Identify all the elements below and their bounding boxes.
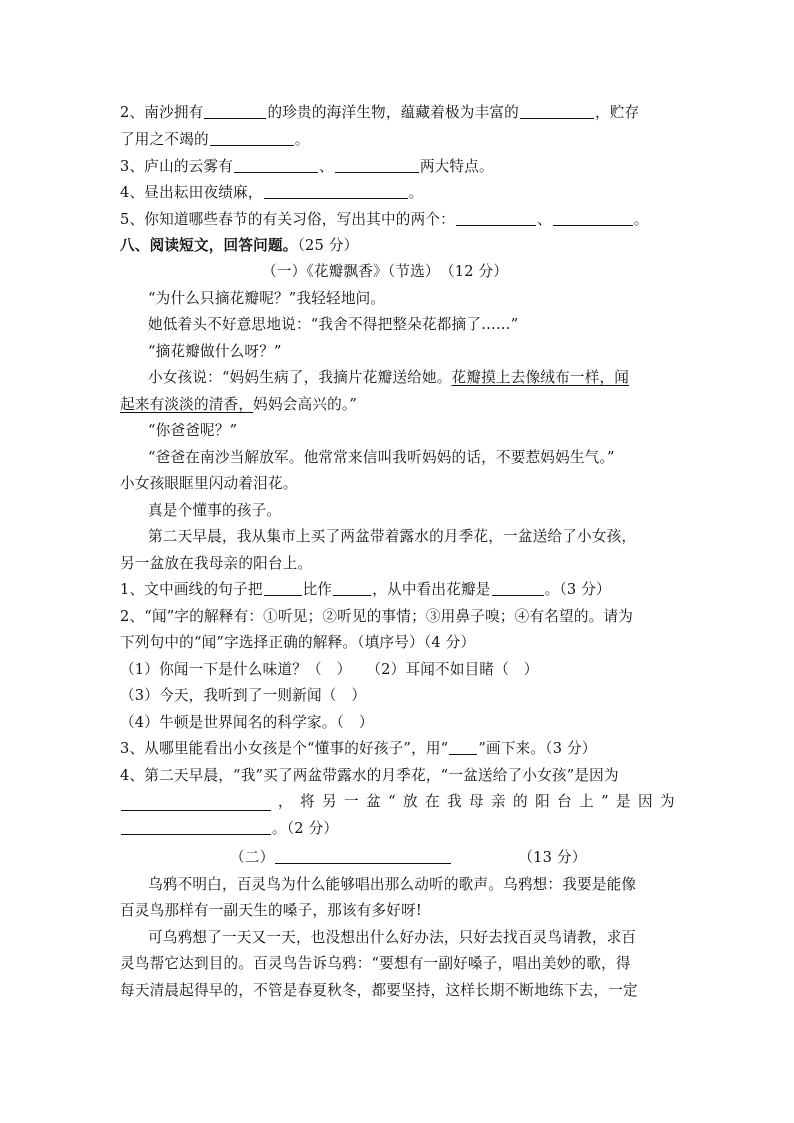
q2-text-b: 的珍贵的海洋生物，蕴藏着极为丰富的 <box>267 104 519 121</box>
passage1-paragraph: “为什么只摘花瓣呢？”我轻轻地问。 <box>148 290 386 307</box>
justified-char: 盆 <box>366 793 381 810</box>
q4-text-a: 4、昼出耘田夜绩麻， <box>120 184 263 201</box>
justified-char: 在 <box>424 793 440 810</box>
answer-blank[interactable] <box>121 796 271 811</box>
justified-char: ” <box>601 793 609 810</box>
reading-question-2-line2: 下列句中的“闻”字选择正确的解释。（填序号）（4 分） <box>120 634 476 651</box>
answer-blank[interactable] <box>210 131 294 146</box>
q2-text-d: 了用之不竭的 <box>120 131 209 148</box>
underlined-sentence: 起来有淡淡的清香， <box>120 396 254 413</box>
reading-question-4-line3 <box>120 820 675 838</box>
answer-blank[interactable] <box>553 211 633 226</box>
q3-text-b: 、 <box>319 158 334 175</box>
passage1-paragraph: “你爸爸呢？” <box>148 422 238 439</box>
rq3-text-a: 3、从哪里能看出小女孩是个“懂事的好孩子”，用“ <box>120 740 449 757</box>
justified-char: 放 <box>402 793 418 810</box>
passage1-paragraph: 她低着头不好意思地说：“我舍不得把整朵花都摘了……” <box>148 316 519 333</box>
answer-blank[interactable] <box>121 820 271 835</box>
q4-text-b: 。 <box>408 184 424 201</box>
q5-text-c: 。 <box>633 211 649 228</box>
reading-question-2-item: （3）今天，我听到了一则新闻（ ） <box>120 687 367 704</box>
fill-question-3 <box>120 158 675 176</box>
reading-question-2-item: （1）你闻一下是什么味道？（ ） （2）耳闻不如目睹（ ） <box>120 661 539 678</box>
rq3-text-b: ”画下来。（3 分） <box>478 740 597 757</box>
justified-char: 为 <box>660 793 675 810</box>
reading-question-2-line1: 2、“闻”字的解释有：①听见；②听见的事情；③用鼻子嗅；④有名望的。请为 <box>120 608 634 625</box>
fill-question-5 <box>120 211 675 229</box>
passage1-paragraph <box>120 396 675 414</box>
reading-question-4-line1: 4、第二天早晨，“我”买了两盆带露水的月季花，“一盆送给了小女孩”是因为 <box>120 767 619 784</box>
underline-mark <box>449 740 477 755</box>
rq1-text-c: ，从中看出花瓣是 <box>372 581 491 598</box>
reading-question-1 <box>120 581 675 599</box>
underlined-sentence: 花瓣摸上去像绒布一样，闻 <box>451 369 630 386</box>
justified-char: 我 <box>447 793 462 810</box>
q5-text-b: 、 <box>536 211 552 228</box>
passage1-paragraph: 第二天早晨，我从集市上买了两盆带着露水的月季花，一盆送给了小女孩， <box>148 528 637 545</box>
passage1-paragraph <box>148 369 675 387</box>
justified-char: 母 <box>469 793 484 810</box>
answer-blank[interactable] <box>492 581 544 596</box>
justified-char: 另 <box>322 793 337 810</box>
passage1-paragraph: 小女孩眼眶里闪动着泪花。 <box>120 475 298 492</box>
passage2-paragraph: 可乌鸦想了一天又一天，也没想出什么好办法，只好去找百灵鸟请教，求百 <box>148 929 637 946</box>
justified-char: 一 <box>344 793 359 810</box>
section-heading <box>120 237 675 255</box>
justified-char: “ <box>388 793 396 810</box>
justified-char: 因 <box>638 793 653 810</box>
justified-char: 台 <box>557 793 572 810</box>
title-blank[interactable] <box>275 849 451 864</box>
p4-text-d: 妈妈会高兴的。” <box>253 396 358 413</box>
rq1-text-a: 1、文中画线的句子把 <box>120 581 263 598</box>
justified-char: 的 <box>513 793 528 810</box>
q3-text-a: 3、庐山的云雾有 <box>120 158 234 175</box>
passage1-paragraph: “爸爸在南沙当解放军。他常常来信叫我听妈妈的话，不要惹妈妈生气。” <box>148 449 615 466</box>
section-heading-score: （25 分） <box>297 237 359 254</box>
answer-blank[interactable] <box>264 581 302 596</box>
passage2-score: （13 分） <box>518 849 587 866</box>
rq1-text-d: 。（3 分） <box>544 581 611 598</box>
section-heading-text: 八、阅读短文，回答问题。 <box>120 237 298 254</box>
passage2-paragraph: 每天清晨起得早的，不管是春夏秋冬，都要坚持，这样长期不断地练下去，一定 <box>120 982 638 999</box>
answer-blank[interactable] <box>264 184 408 199</box>
justified-char: 是 <box>616 793 631 810</box>
q2-text-a: 2、南沙拥有 <box>120 104 204 121</box>
passage2-paragraph: 灵鸟帮它达到目的。百灵鸟告诉乌鸦：“要想有一副好嗓子，唱出美妙的歌，得 <box>120 955 631 972</box>
answer-blank[interactable] <box>520 104 594 119</box>
reading-question-4-text <box>278 793 675 811</box>
rq1-text-b: 比作 <box>302 581 333 598</box>
passage2-label: （二） <box>230 849 275 866</box>
fill-question-4 <box>120 184 675 202</box>
justified-char: 亲 <box>491 793 506 810</box>
fill-question-2-line1 <box>120 104 675 122</box>
passage2-paragraph: 乌鸦不明白，百灵鸟为什么能够唱出那么动听的歌声。乌鸦想：我要是能像 <box>148 876 637 893</box>
justified-char: 将 <box>300 793 315 810</box>
answer-blank[interactable] <box>333 581 371 596</box>
rq4-text-c: 。（2 分） <box>272 820 339 837</box>
q3-text-c: 两大特点。 <box>419 158 494 175</box>
passage1-paragraph: “摘花瓣做什么呀？” <box>148 343 282 360</box>
fill-question-2-line2 <box>120 131 675 149</box>
q2-text-e: 。 <box>294 131 310 148</box>
passage1-paragraph: 真是个懂事的孩子。 <box>148 502 282 519</box>
reading-question-2-item: （4）牛顿是世界闻名的科学家。（ ） <box>120 714 374 731</box>
passage1-title: （一）《花瓣飘香》（节选） （12 分） <box>262 263 509 280</box>
justified-char: ， <box>278 793 293 810</box>
q2-text-c: ，贮存 <box>594 104 640 121</box>
reading-question-3 <box>120 740 675 758</box>
answer-blank[interactable] <box>234 158 318 173</box>
answer-blank[interactable] <box>456 211 536 226</box>
justified-char: 上 <box>579 793 594 810</box>
justified-char: 阳 <box>535 793 550 810</box>
answer-blank[interactable] <box>204 104 266 119</box>
passage1-paragraph: 另一盆放在我母亲的阳台上。 <box>120 555 313 572</box>
passage2-title <box>230 849 590 867</box>
reading-question-4-line2 <box>120 793 675 811</box>
answer-blank[interactable] <box>335 158 419 173</box>
q5-text-a: 5、你知道哪些春节的有关习俗，写出其中的两个： <box>120 211 455 228</box>
passage2-paragraph: 百灵鸟那样有一副天生的嗓子，那该有多好呀! <box>120 902 422 919</box>
p4-text-a: 小女孩说：“妈妈生病了，我摘片花瓣送给她。 <box>148 369 452 386</box>
